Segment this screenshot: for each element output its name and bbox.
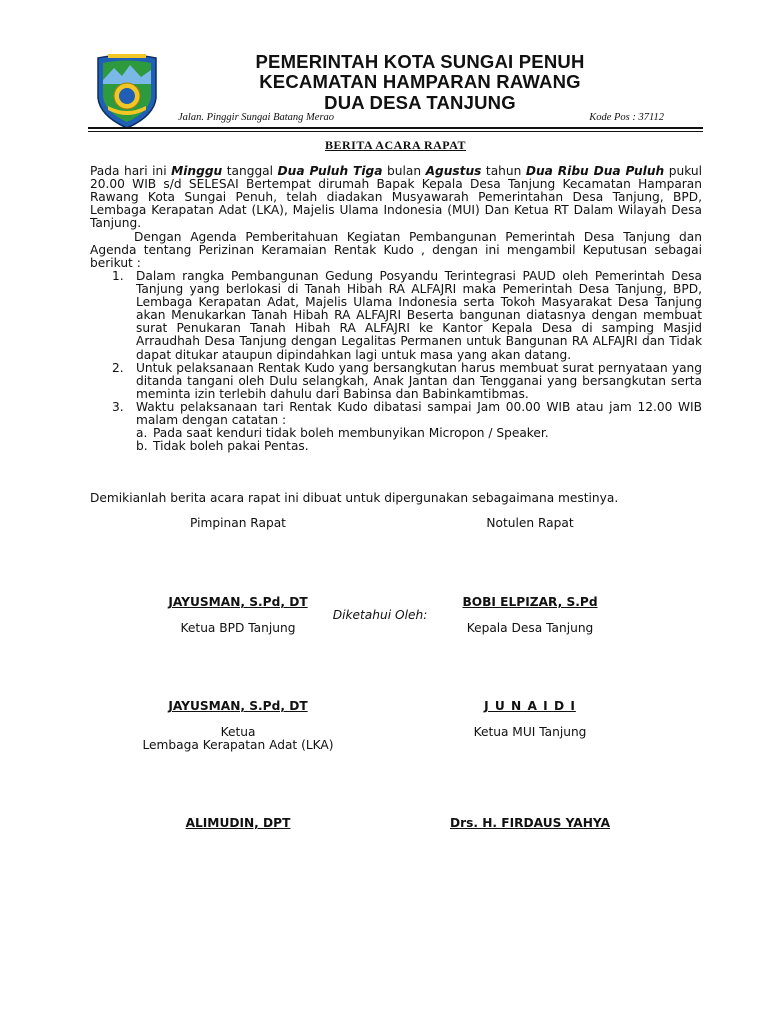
list-item-text: Waktu pelaksanaan tari Rentak Kudo dibatasi sampai Jam 00.00 WIB atau jam 12.00 WIB malam dengan catatan : — [136, 399, 702, 428]
list-number: 3. — [112, 399, 124, 414]
note-letter: a. — [136, 426, 148, 441]
pimpinan-role: Ketua BPD Tanjung — [180, 621, 296, 635]
lka-role-line-1: Ketua — [220, 725, 256, 739]
notulen-label: Notulen Rapat — [486, 516, 574, 530]
postal-code: Kode Pos : 37112 — [589, 112, 664, 123]
notulen-name: BOBI ELPIZAR, S.Pd — [462, 595, 598, 609]
lka-role-line-2: Lembaga Kerapatan Adat (LKA) — [142, 738, 334, 752]
note-text: Pada saat kenduri tidak boleh membunyikan Micropon / Speaker. — [153, 426, 549, 441]
meeting-date: Dua Puluh Tiga — [277, 164, 383, 178]
list-item — [90, 362, 702, 401]
list-item-text: Dalam rangka Pembangunan Gedung Posyandu Terintegrasi PAUD oleh Pemerintah Desa Tanjung yang berlokasi di Tanah Hibah RA ALFAJRI maka Pemerintah Desa Tanjung, BPD, Lembaga Kerapatan Adat, Majelis Ulama Indonesia serta Tokoh Masyarakat Desa Tanjung akan Menukarkan Tanah Hibah RA ALFAJRI Beserta bangunan diatasnya dengan membuat surat Penukaran Tanah Hibah RA ALFAJRI ke Kantor Kepala Desa di samping Masjid Arraudhah Desa Tanjung dengan Legalitas Permanen untuk Bangunan RA ALFAJRI dan Tidak dapat ditukar ataupun dipindahkan lagi untuk masa yang akan datang. — [136, 269, 702, 362]
document-title: BERITA ACARA RAPAT — [324, 138, 467, 152]
mui-name: J U N A I D I — [484, 699, 576, 713]
note-text: Tidak boleh pakai Pentas. — [153, 439, 309, 454]
letterhead-line-3: DUA DESA TANJUNG — [324, 92, 516, 113]
note-letter: b. — [136, 439, 148, 454]
list-number: 1. — [112, 269, 124, 283]
letterhead-line-2: KECAMATAN HAMPARAN RAWANG — [259, 71, 581, 92]
opening-text: pukul 20.00 WIB s/d SELESAI Bertempat dirumah Bapak Kepala Desa Tanjung Kecamatan Hamparan Rawang Kota Sungai Penuh, telah diadakan Musyawarah Pemerintahan Desa Tanjung, BPD, Lembaga Kerapatan Adat (LKA), Majelis Ulama Indonesia (MUI) Dan Ketua RT Dalam Wilayah Desa Tanjung. — [90, 164, 702, 231]
list-item — [90, 401, 702, 453]
address-text: Jalan. Pinggir Sungai Batang Merao — [178, 112, 335, 123]
signatory-5-name: ALIMUDIN, DPT — [185, 816, 291, 830]
note-item — [136, 440, 702, 453]
decision-list — [90, 270, 702, 453]
list-item — [90, 270, 702, 362]
mui-role: Ketua MUI Tanjung — [473, 725, 587, 739]
letterhead-rule-thin — [88, 131, 703, 132]
closing-statement: Demikianlah berita acara rapat ini dibuat untuk dipergunakan sebagaimana mestinya. — [90, 491, 619, 505]
letterhead-address-row — [178, 112, 664, 123]
pimpinan-label: Pimpinan Rapat — [190, 516, 286, 530]
pimpinan-name: JAYUSMAN, S.Pd, DT — [168, 595, 308, 609]
meeting-day: Minggu — [171, 164, 223, 178]
known-by-text: Diketahui Oleh — [332, 608, 424, 622]
lka-name: JAYUSMAN, S.Pd, DT — [168, 699, 308, 713]
meeting-month: Agustus — [425, 164, 482, 178]
signatory-6-name: Drs. H. FIRDAUS YAHYA — [449, 816, 611, 830]
opening-text: bulan — [382, 164, 426, 178]
list-item-text: Untuk pelaksanaan Rentak Kudo yang bersangkutan harus membuat surat pernyataan yang ditanda tangani oleh Dulu selangkah, Anak Jantan dan Tengganai yang bersangkutan serta meminta izin terlebih dahulu dari Babinsa dan Babinkamtibmas. — [136, 360, 702, 401]
agenda-text: Dengan Agenda Pemberitahuan Kegiatan Pembangunan Pemerintah Desa Tanjung dan Agenda tentang Perizinan Keramaian Rentak Kudo , dengan ini mengambil Keputusan sebagai berikut : — [90, 230, 702, 271]
notulen-role: Kepala Desa Tanjung — [466, 621, 594, 635]
meeting-year: Dua Ribu Dua Puluh — [525, 164, 665, 178]
opening-text: tahun — [481, 164, 526, 178]
letterhead-line-1: PEMERINTAH KOTA SUNGAI PENUH — [255, 51, 585, 72]
known-by-label: Diketahui Oleh: — [332, 608, 428, 622]
opening-text: tanggal — [222, 164, 278, 178]
list-number: 2. — [112, 360, 124, 375]
letterhead-rule-thick — [88, 127, 703, 129]
opening-text: Pada hari ini — [90, 164, 172, 178]
city-emblem-icon — [94, 50, 160, 130]
agenda-paragraph — [90, 231, 702, 270]
opening-paragraph — [90, 165, 702, 230]
